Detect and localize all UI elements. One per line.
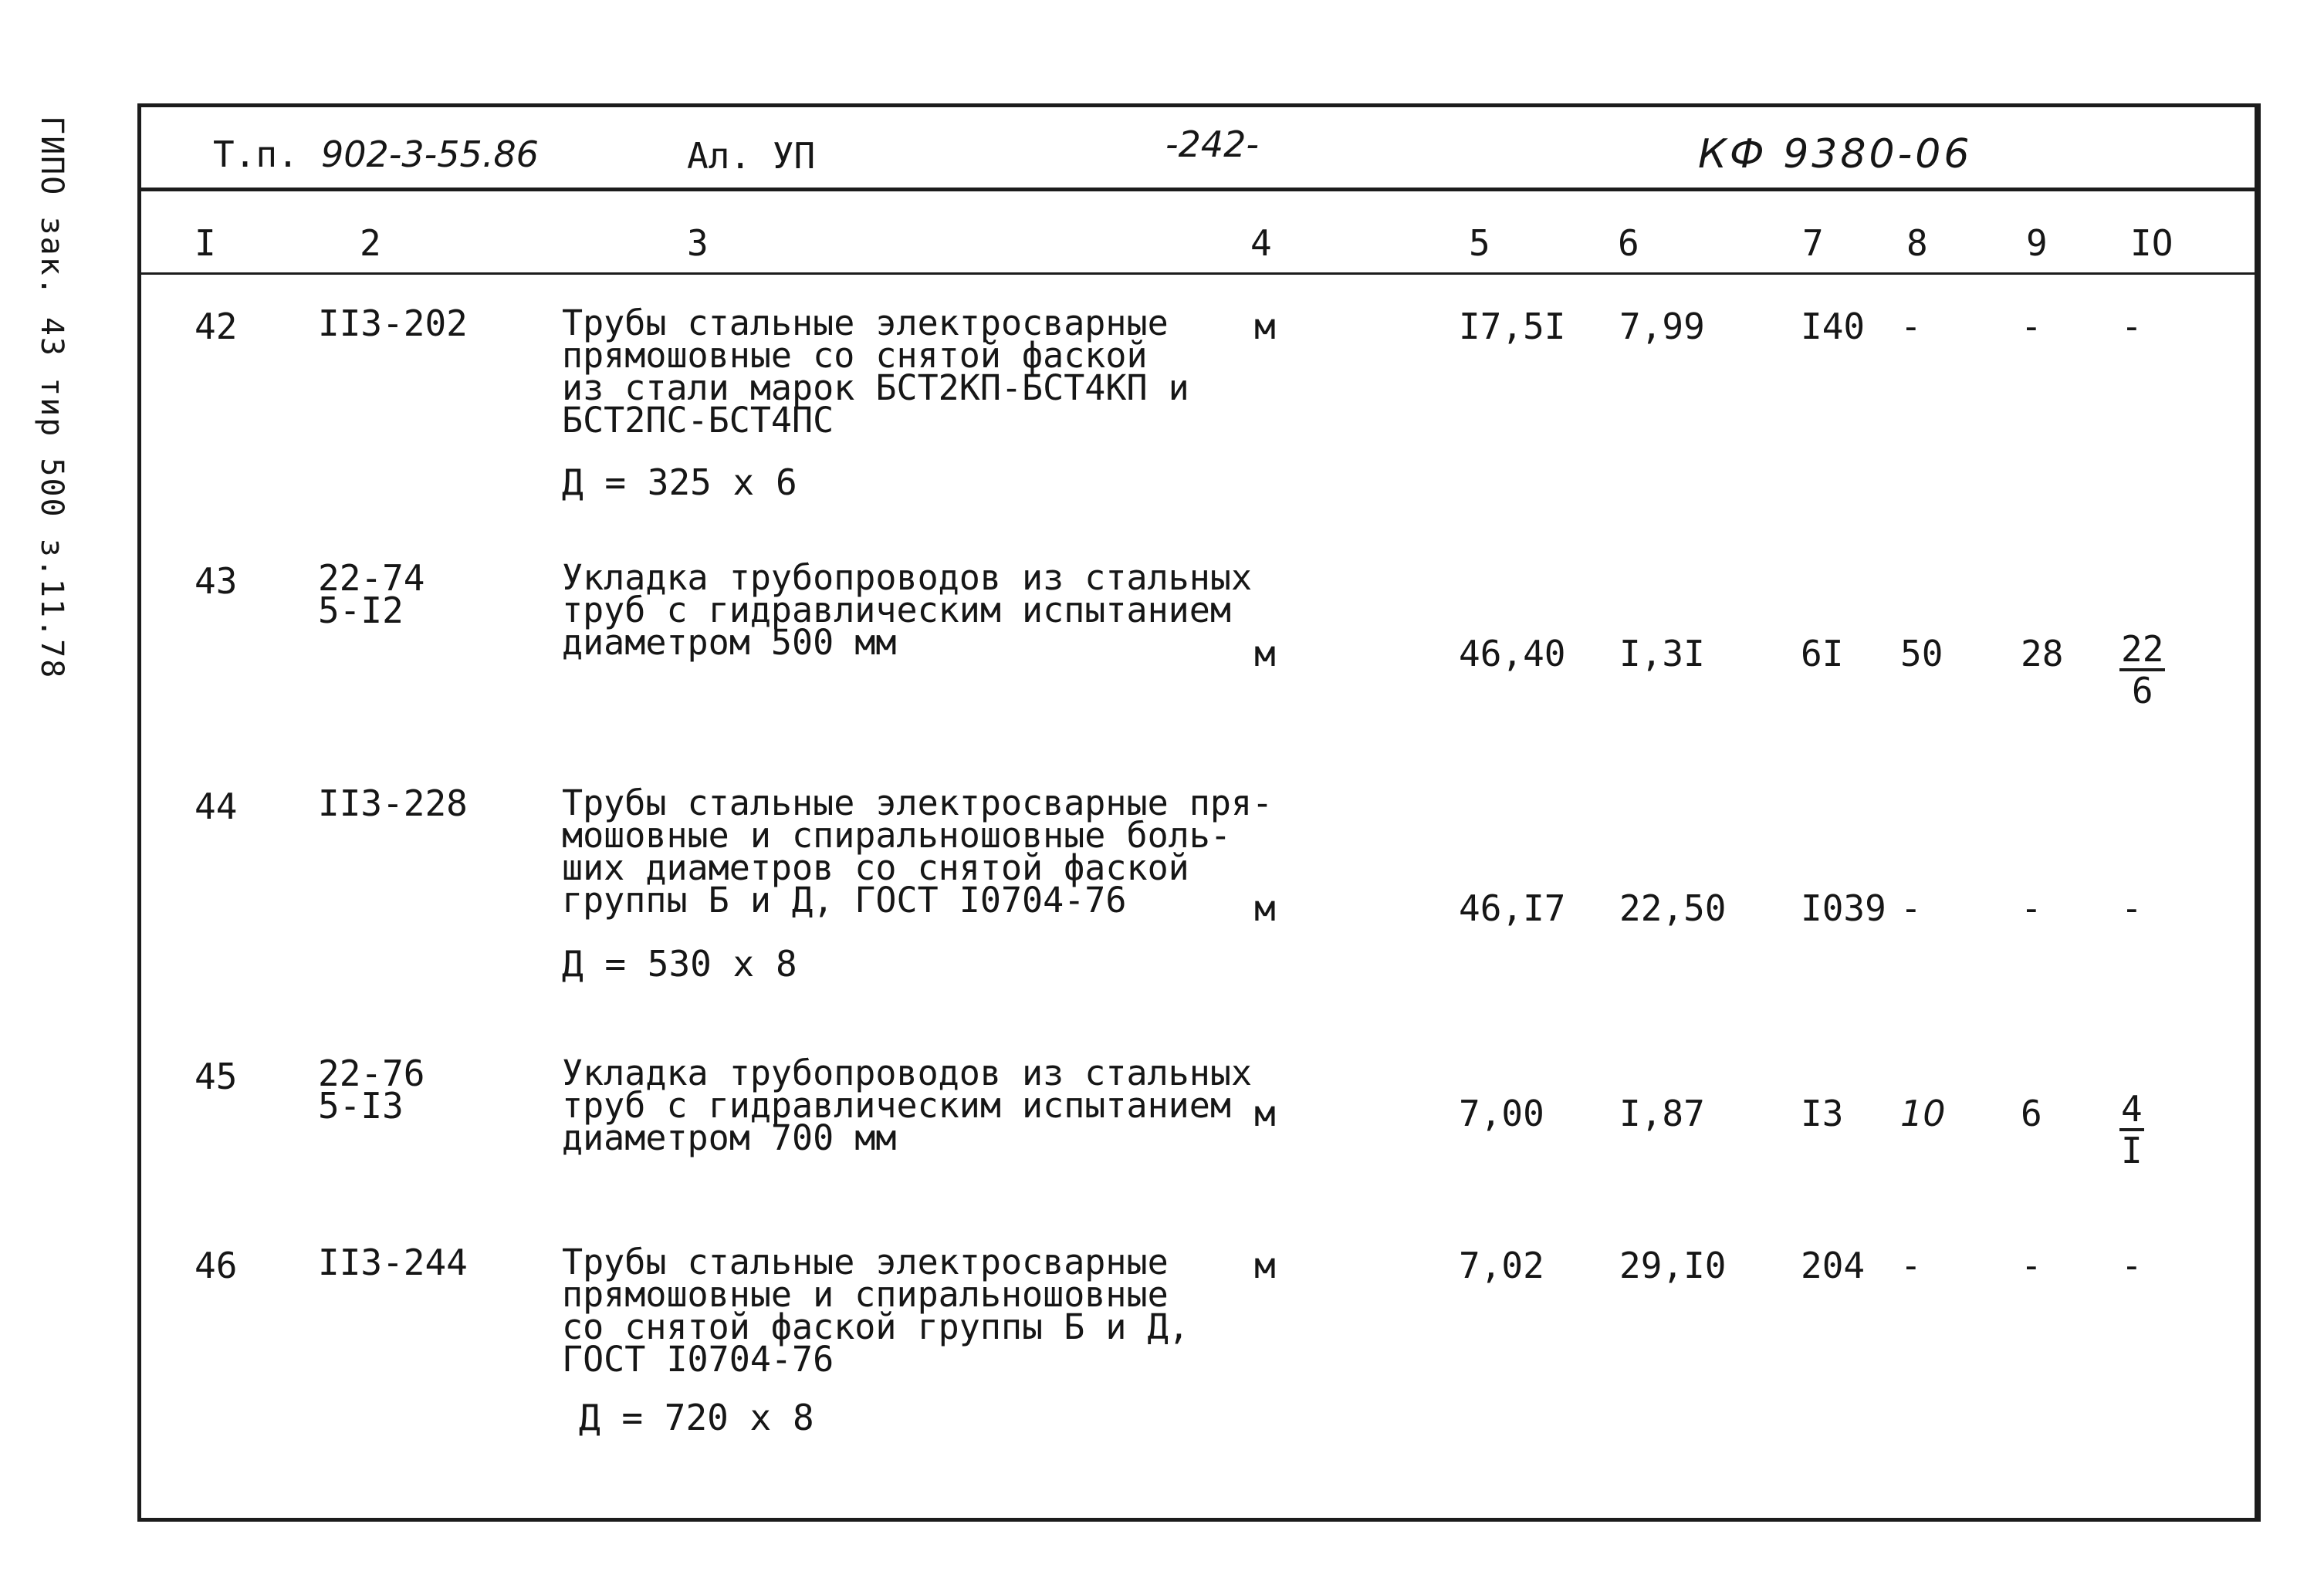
row-description: Трубы стальные электросварные прямошовные со снятой фаской из стали марок БСТ2КП-БСТ4КП и БСТ2ПС-БСТ4ПС — [562, 302, 1189, 441]
row-number: 43 — [195, 560, 238, 602]
page-number: -242- — [1165, 123, 1259, 165]
row-col8: 50 — [1900, 633, 1943, 674]
row-col9: - — [2021, 306, 2042, 347]
column-number-3: 3 — [687, 222, 709, 264]
row-unit: м — [1254, 1245, 1276, 1286]
row-col10-fraction — [2119, 1090, 2144, 1170]
row-description: Укладка трубопроводов из стальных труб с гидравлическим испытанием диаметром 700 мм — [562, 1053, 1253, 1158]
row-dimension: Д = 325 х 6 — [562, 461, 797, 503]
row-code: II3-202 — [318, 302, 468, 344]
column-number-9: 9 — [2026, 222, 2048, 264]
project-label: Т.п. — [213, 133, 299, 175]
row-col6: I,3I — [1619, 633, 1705, 674]
column-number-4: 4 — [1250, 222, 1272, 264]
row-col7: 6I — [1801, 633, 1844, 674]
row-code: 22-74 5-I2 — [318, 557, 425, 631]
row-dimension: Д = 530 х 8 — [562, 943, 797, 985]
row-col6: I,87 — [1619, 1093, 1705, 1134]
row-number: 42 — [195, 306, 238, 347]
row-number: 45 — [195, 1056, 238, 1097]
row-col5: 7,02 — [1459, 1245, 1544, 1286]
row-col8: - — [1900, 1245, 1922, 1286]
column-number-2: 2 — [360, 222, 381, 264]
row-col6: 7,99 — [1619, 306, 1705, 347]
row-col9: 6 — [2021, 1093, 2042, 1134]
column-number-5: 5 — [1469, 222, 1490, 264]
row-col9: - — [2021, 1245, 2042, 1286]
row-col7: I40 — [1801, 306, 1866, 347]
row-col9: 28 — [2021, 633, 2064, 674]
row-col6: 29,I0 — [1619, 1245, 1727, 1286]
row-col10: - — [2121, 1245, 2143, 1286]
row-col7: I039 — [1801, 887, 1886, 929]
side-stamp: ГИПО зак. 43 тир 500 з.11.78 — [34, 116, 69, 680]
fraction-denominator: 6 — [2131, 670, 2153, 711]
row-number: 46 — [195, 1245, 238, 1286]
row-description: Укладка трубопроводов из стальных труб с гидравлическим испытанием диаметром 500 мм — [562, 557, 1253, 663]
row-code: 22-76 5-I3 — [318, 1053, 425, 1127]
row-col5: 46,40 — [1459, 633, 1566, 674]
column-number-7: 7 — [1802, 222, 1824, 264]
fraction-numerator: 4 — [2121, 1088, 2143, 1130]
row-col9: - — [2021, 887, 2042, 929]
fraction-numerator: 22 — [2121, 628, 2164, 670]
row-code: II3-244 — [318, 1242, 468, 1283]
column-number-1: I — [195, 222, 216, 264]
row-unit: м — [1254, 633, 1276, 674]
row-description: Трубы стальные электросварные прямошовные и спиральношовные со снятой фаской группы Б и Д, ГОСТ I0704-76 — [562, 1242, 1189, 1380]
column-header-divider — [141, 272, 2255, 275]
row-col6: 22,50 — [1619, 887, 1727, 929]
row-col10: - — [2121, 887, 2143, 929]
row-col10-fraction — [2119, 630, 2165, 710]
column-number-6: 6 — [1618, 222, 1639, 264]
column-number-10: IO — [2130, 222, 2173, 264]
fraction-denominator: I — [2121, 1130, 2143, 1171]
row-col5: 7,00 — [1459, 1093, 1544, 1134]
row-col7: 204 — [1801, 1245, 1866, 1286]
row-dimension: Д = 720 х 8 — [579, 1397, 814, 1438]
row-unit: м — [1254, 1093, 1276, 1134]
row-col5: 46,I7 — [1459, 887, 1566, 929]
row-col7: I3 — [1801, 1093, 1844, 1134]
row-col8: 10 — [1900, 1093, 1946, 1134]
row-col5: I7,5I — [1459, 306, 1566, 347]
row-unit: м — [1254, 887, 1276, 929]
row-description: Трубы стальные электросварные пря- мошовные и спиральношовные боль- ших диаметров со снятой фаской группы Б и Д, ГОСТ I0704-76 — [562, 782, 1274, 921]
column-number-8: 8 — [1906, 222, 1928, 264]
row-number: 44 — [195, 786, 238, 827]
album-label: Ал. УП — [687, 135, 816, 177]
row-code: II3-228 — [318, 782, 468, 824]
project-number: 902-3-55.86 — [321, 133, 539, 175]
row-col10: - — [2121, 306, 2143, 347]
row-unit: м — [1254, 306, 1276, 347]
header-divider — [141, 188, 2255, 191]
document-code: КФ 9380-06 — [1698, 131, 1973, 177]
row-col8: - — [1900, 306, 1922, 347]
row-col8: - — [1900, 887, 1922, 929]
